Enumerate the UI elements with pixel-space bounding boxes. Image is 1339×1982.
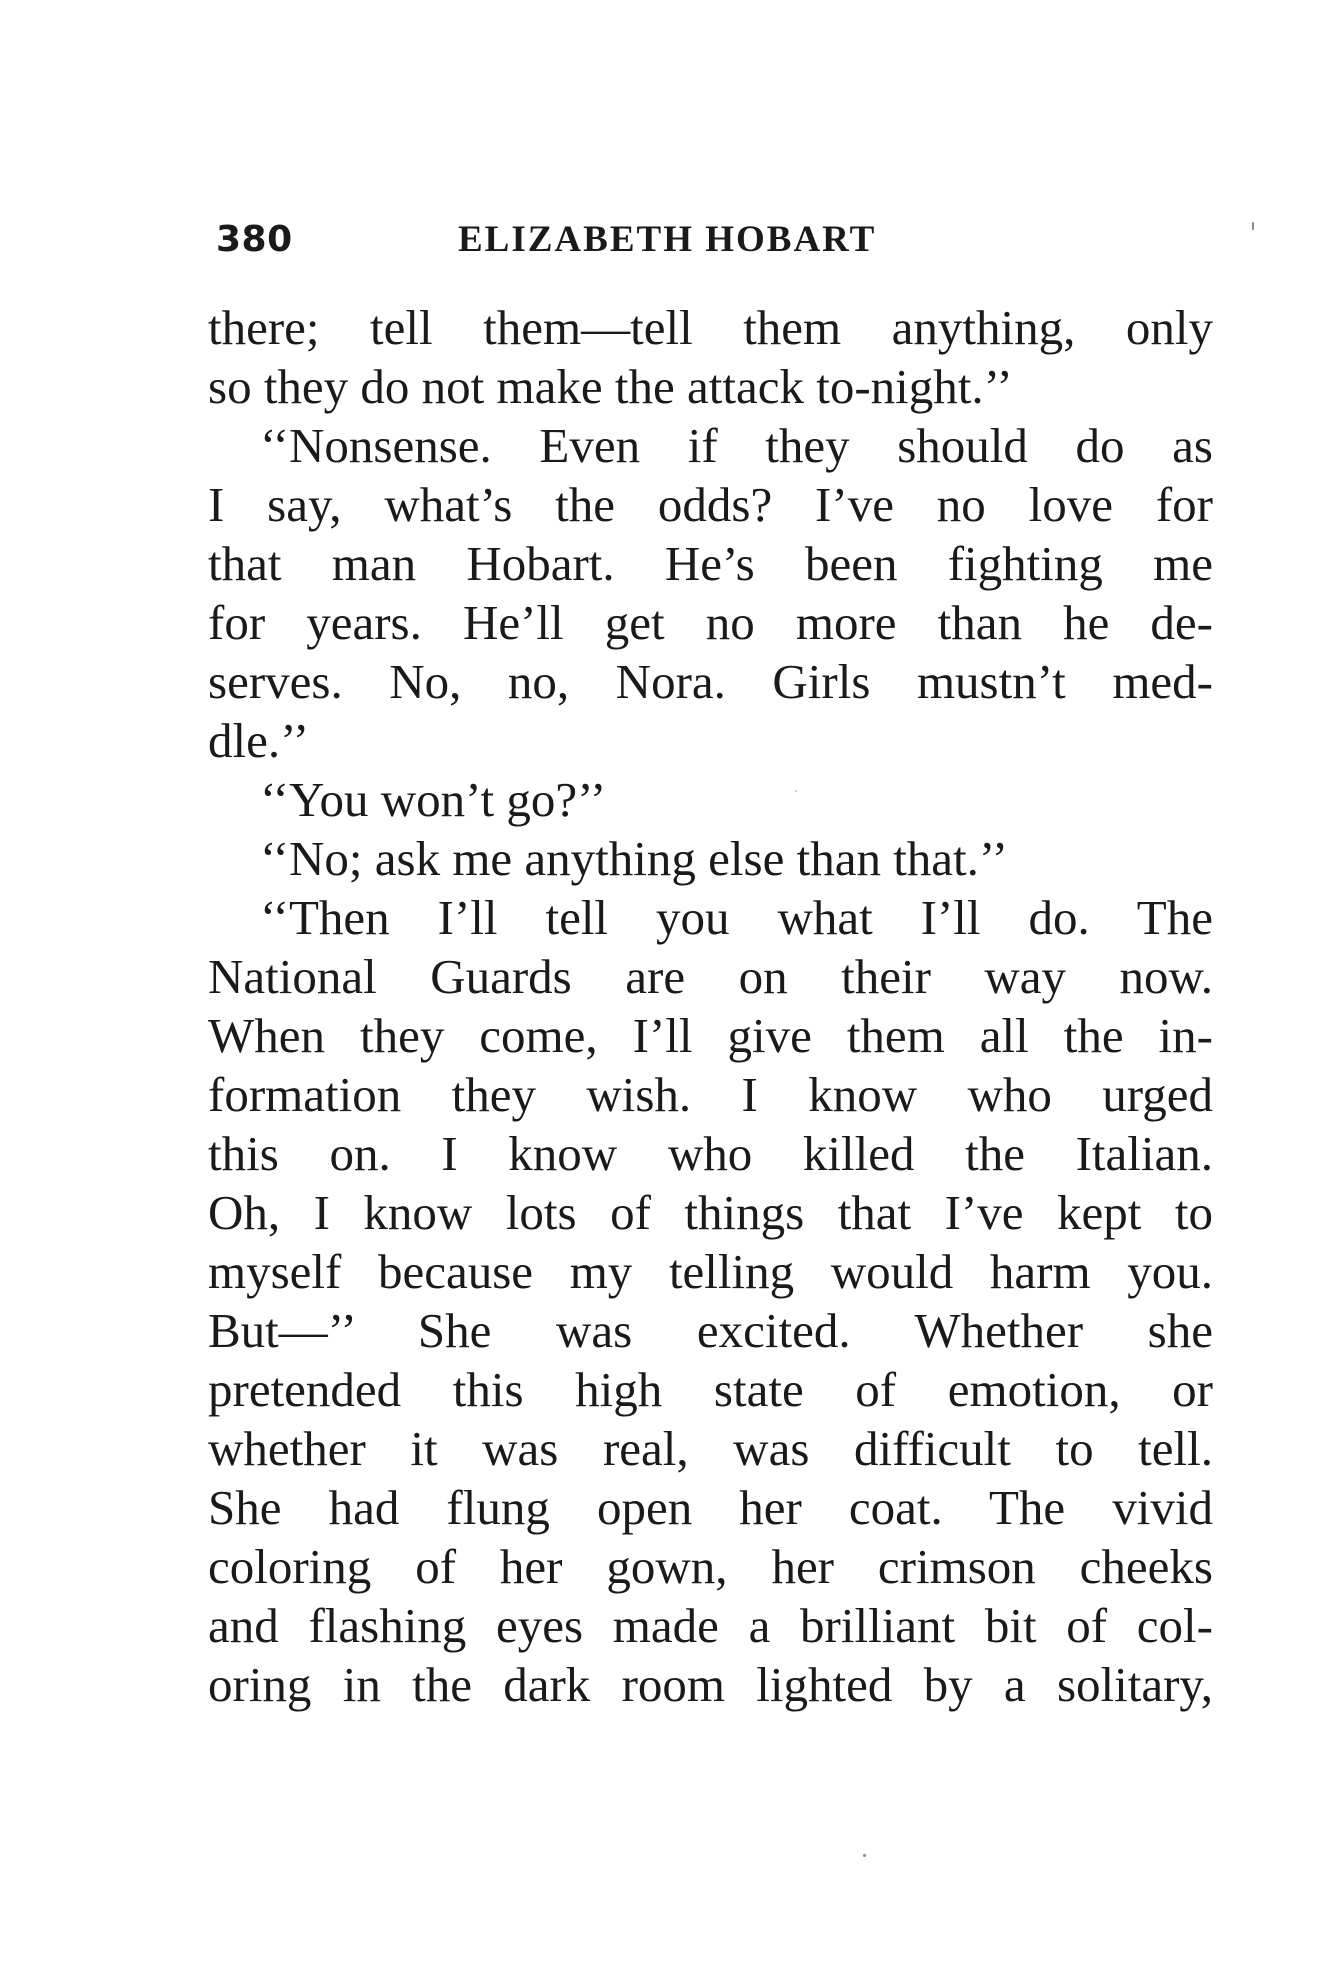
scan-speck	[795, 790, 797, 792]
text-line: coloring of her gown, her crimson cheeks	[208, 1539, 1213, 1594]
text-line: ‘‘Nonsense. Even if they should do as	[260, 418, 1213, 473]
text-line: But—’’ She was excited. Whether she	[208, 1303, 1213, 1358]
text-line: ‘‘No; ask me anything else than that.’’	[260, 831, 1008, 886]
text-line: that man Hobart. He’s been fighting me	[208, 536, 1213, 591]
text-line: there; tell them—tell them anything, only	[208, 300, 1213, 355]
text-line: for years. He’ll get no more than he de-	[208, 595, 1213, 650]
scan-speck	[863, 1854, 866, 1857]
scan-speck	[1252, 222, 1254, 230]
text-line: ‘‘You won’t go?’’	[260, 772, 607, 827]
text-line: and flashing eyes made a brilliant bit of col-	[208, 1598, 1213, 1653]
text-line: serves. No, no, Nora. Girls mustn’t med-	[208, 654, 1213, 709]
text-line: She had flung open her coat. The vivid	[208, 1480, 1213, 1535]
text-line: I say, what’s the odds? I’ve no love for	[208, 477, 1213, 532]
running-head	[216, 212, 1209, 268]
text-line: myself because my telling would harm you.	[208, 1244, 1213, 1299]
text-line: oring in the dark room lighted by a solitary,	[208, 1657, 1213, 1712]
text-line: formation they wish. I know who urged	[208, 1067, 1213, 1122]
text-line: this on. I know who killed the Italian.	[208, 1126, 1213, 1181]
text-line: ‘‘Then I’ll tell you what I’ll do. The	[260, 890, 1213, 945]
page-number: 380	[216, 219, 293, 260]
body-text	[208, 298, 1213, 1714]
running-title: ELIZABETH HOBART	[458, 219, 877, 260]
text-line: dle.’’	[208, 713, 310, 768]
text-line: so they do not make the attack to-night.’’	[208, 359, 1013, 414]
text-line: Oh, I know lots of things that I’ve kept to	[208, 1185, 1213, 1240]
text-line: whether it was real, was difficult to tell.	[208, 1421, 1213, 1476]
text-line: pretended this high state of emotion, or	[208, 1362, 1213, 1417]
text-line: When they come, I’ll give them all the in-	[208, 1008, 1213, 1063]
text-line: National Guards are on their way now.	[208, 949, 1213, 1004]
